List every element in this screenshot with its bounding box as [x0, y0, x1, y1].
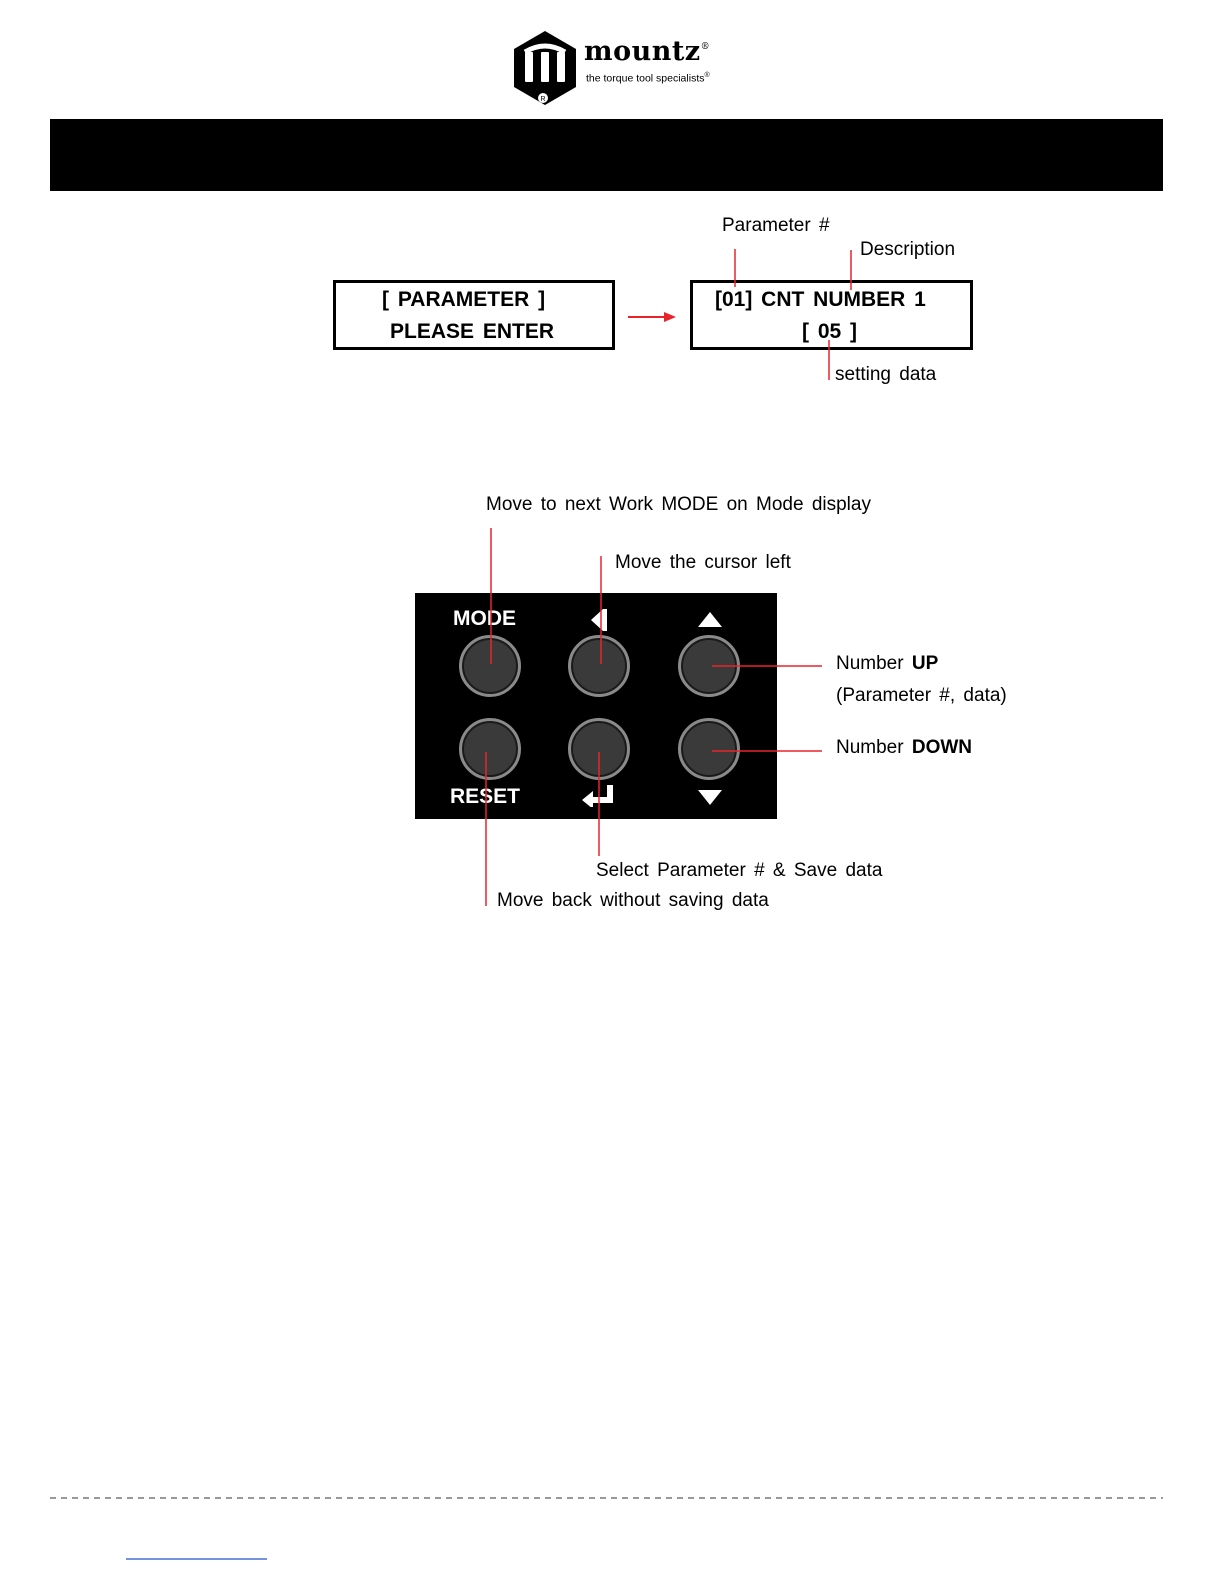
- reset-button[interactable]: [459, 718, 521, 780]
- down-arrow-icon: [697, 789, 723, 807]
- mountz-logo: [512, 30, 742, 108]
- label-up-detail: (Parameter #, data): [836, 685, 1007, 706]
- label-description: Description: [860, 239, 956, 260]
- label-left-key: Move the cursor left: [615, 552, 791, 573]
- enter-icon: [581, 785, 617, 807]
- label-down-key: Number DOWN: [836, 737, 973, 758]
- left-arrow-icon: [589, 607, 607, 633]
- up-arrow-icon: [697, 611, 723, 629]
- lcd-display-parameter: [333, 280, 615, 350]
- enter-button[interactable]: [568, 718, 630, 780]
- mode-key-label: MODE: [453, 607, 516, 630]
- mode-button[interactable]: [459, 635, 521, 697]
- svg-text:R: R: [540, 96, 546, 103]
- label-reset-key: Move back without saving data: [497, 890, 769, 911]
- arrow-right-icon: [628, 312, 676, 322]
- label-enter-key: Select Parameter # & Save data: [596, 860, 883, 881]
- reset-key-label: RESET: [450, 785, 521, 808]
- keypad-panel: [415, 593, 777, 819]
- number-up-button[interactable]: [678, 635, 740, 697]
- lcd-display-detail: [690, 280, 973, 350]
- label-parameter-number: Parameter #: [722, 215, 830, 236]
- number-down-button[interactable]: [678, 718, 740, 780]
- brand-tagline: the torque tool specialists®: [586, 72, 710, 85]
- cursor-left-button[interactable]: [568, 635, 630, 697]
- mountz-logo-icon: [512, 30, 578, 106]
- label-setting-data: setting data: [835, 364, 937, 385]
- lcd-line-2: PLEASE ENTER: [390, 320, 555, 343]
- label-up-key: Number UP: [836, 653, 939, 674]
- label-mode-key: Move to next Work MODE on Mode display: [486, 494, 871, 515]
- lcd-line-1: [01] CNT NUMBER 1: [715, 288, 926, 311]
- brand-name: mountz®: [584, 36, 711, 67]
- lcd-line-2: [ 05 ]: [802, 320, 858, 343]
- header-bar: [50, 119, 1163, 191]
- lcd-line-1: [ PARAMETER ]: [382, 288, 546, 311]
